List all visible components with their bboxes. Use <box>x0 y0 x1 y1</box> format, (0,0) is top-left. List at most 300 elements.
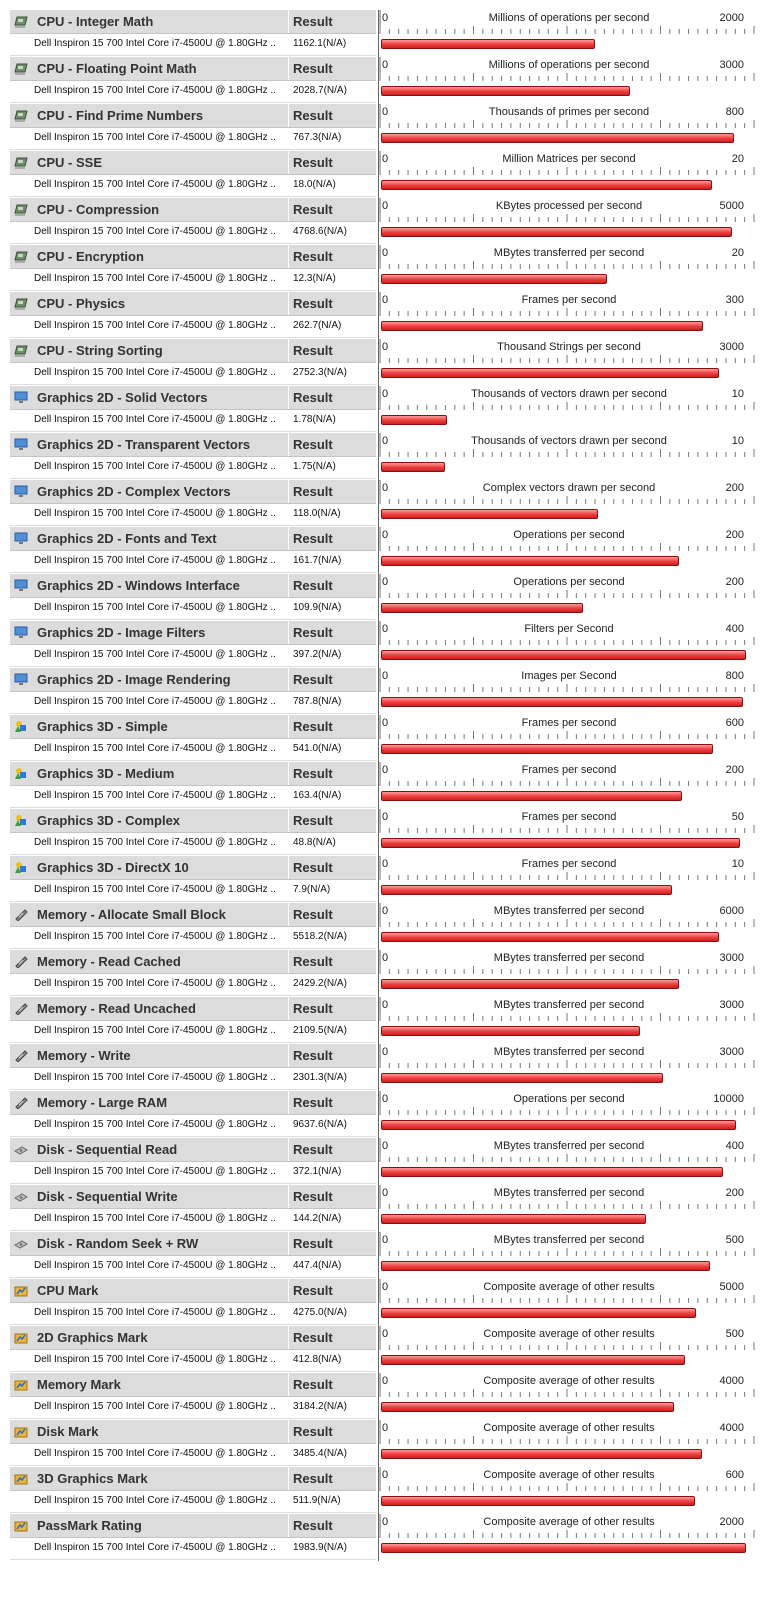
result-value: 2028.7(N/A) <box>293 85 347 96</box>
test-name: Graphics 3D - Simple <box>37 719 168 734</box>
result-value: 1.78(N/A) <box>293 414 336 425</box>
benchmark-test <box>10 1138 776 1185</box>
cpu-chip-icon <box>14 15 28 28</box>
test-header <box>10 621 376 645</box>
result-row <box>10 833 376 855</box>
test-header <box>10 668 376 692</box>
cpu-name: Dell Inspiron 15 700 Intel Core i7-4500U @ 1.80GHz .. <box>34 555 276 566</box>
result-header: Result <box>293 1424 333 1439</box>
axis-min-label: 0 <box>382 1187 389 1199</box>
test-name: CPU - Floating Point Math <box>37 61 197 76</box>
result-row <box>10 269 376 291</box>
test-name: CPU - Integer Math <box>37 14 154 29</box>
axis-scale <box>379 1326 755 1350</box>
benchmark-results <box>10 10 776 1561</box>
test-header <box>10 1279 376 1303</box>
axis-scale <box>379 292 755 316</box>
result-header: Result <box>293 1189 333 1204</box>
axis-max-label: 2000 <box>719 12 744 24</box>
mark-folder-icon <box>14 1284 28 1297</box>
axis-unit-label: Complex vectors drawn per second <box>482 482 656 494</box>
result-bar <box>381 321 703 331</box>
test-name: 2D Graphics Mark <box>37 1330 148 1345</box>
result-row <box>10 1021 376 1043</box>
axis-scale <box>379 245 755 269</box>
result-header: Result <box>293 578 333 593</box>
result-value: 48.8(N/A) <box>293 837 336 848</box>
monitor-icon <box>14 626 28 639</box>
cpu-name: Dell Inspiron 15 700 Intel Core i7-4500U @ 1.80GHz .. <box>34 931 276 942</box>
benchmark-test <box>10 715 776 762</box>
axis-unit-label: Composite average of other results <box>483 1422 655 1434</box>
test-name: PassMark Rating <box>37 1518 142 1533</box>
result-row <box>10 551 376 573</box>
axis-min-label: 0 <box>382 811 389 823</box>
result-value: 163.4(N/A) <box>293 790 342 801</box>
test-name: CPU - SSE <box>37 155 103 170</box>
benchmark-test <box>10 10 776 57</box>
axis-max-label: 10 <box>731 388 744 400</box>
axis-scale <box>379 198 755 222</box>
test-header <box>10 903 376 927</box>
result-header: Result <box>293 1518 333 1533</box>
result-bar <box>381 1543 746 1553</box>
benchmark-test <box>10 1373 776 1420</box>
result-header: Result <box>293 1142 333 1157</box>
result-header: Result <box>293 531 333 546</box>
benchmark-test <box>10 762 776 809</box>
memory-stick-icon <box>14 955 28 968</box>
test-name: CPU - Physics <box>37 296 126 311</box>
result-bar <box>381 1355 685 1365</box>
result-header: Result <box>293 155 333 170</box>
axis-unit-label: KBytes processed per second <box>495 200 643 212</box>
axis-max-label: 200 <box>725 529 744 541</box>
axis-scale <box>379 1420 755 1444</box>
shapes-3d-icon <box>14 720 28 733</box>
result-bar <box>381 462 445 472</box>
result-header: Result <box>293 1330 333 1345</box>
axis-unit-label: Thousands of vectors drawn per second <box>471 435 667 447</box>
test-header <box>10 1467 376 1491</box>
result-row <box>10 598 376 620</box>
result-row <box>10 504 376 526</box>
axis-max-label: 50 <box>731 811 744 823</box>
axis-scale <box>379 856 755 880</box>
axis-max-label: 500 <box>725 1234 744 1246</box>
result-value: 2752.3(N/A) <box>293 367 347 378</box>
shapes-3d-icon <box>14 861 28 874</box>
axis-min-label: 0 <box>382 1093 389 1105</box>
axis-unit-label: MBytes transferred per second <box>493 247 645 259</box>
result-value: 447.4(N/A) <box>293 1260 342 1271</box>
result-value: 412.8(N/A) <box>293 1354 342 1365</box>
result-header: Result <box>293 343 333 358</box>
cpu-name: Dell Inspiron 15 700 Intel Core i7-4500U @ 1.80GHz .. <box>34 602 276 613</box>
benchmark-test <box>10 292 776 339</box>
test-name: 3D Graphics Mark <box>37 1471 148 1486</box>
test-header <box>10 1326 376 1350</box>
test-name: Graphics 3D - DirectX 10 <box>37 860 189 875</box>
axis-min-label: 0 <box>382 1516 389 1528</box>
result-row <box>10 645 376 667</box>
axis-max-label: 20 <box>731 153 744 165</box>
axis-min-label: 0 <box>382 200 389 212</box>
result-bar <box>381 838 740 848</box>
result-value: 511.9(N/A) <box>293 1495 341 1506</box>
result-value: 2301.3(N/A) <box>293 1072 347 1083</box>
benchmark-test <box>10 151 776 198</box>
result-bar <box>381 932 719 942</box>
axis-min-label: 0 <box>382 764 389 776</box>
axis-unit-label: Operations per second <box>513 1093 625 1105</box>
shapes-3d-icon <box>14 814 28 827</box>
axis-max-label: 500 <box>725 1328 744 1340</box>
axis-scale <box>379 668 755 692</box>
result-header: Result <box>293 249 333 264</box>
cpu-chip-icon <box>14 156 28 169</box>
result-value: 109.9(N/A) <box>293 602 342 613</box>
benchmark-test <box>10 668 776 715</box>
cpu-name: Dell Inspiron 15 700 Intel Core i7-4500U @ 1.80GHz .. <box>34 1166 276 1177</box>
axis-max-label: 200 <box>725 1187 744 1199</box>
test-name: Graphics 2D - Image Rendering <box>37 672 231 687</box>
axis-max-label: 3000 <box>719 341 744 353</box>
result-value: 1162.1(N/A) <box>293 38 347 49</box>
axis-unit-label: MBytes transferred per second <box>493 1046 645 1058</box>
result-row <box>10 786 376 808</box>
axis-min-label: 0 <box>382 623 389 635</box>
test-header <box>10 1185 376 1209</box>
result-header: Result <box>293 1471 333 1486</box>
axis-unit-label: Operations per second <box>513 529 625 541</box>
result-bar <box>381 979 679 989</box>
result-row <box>10 880 376 902</box>
axis-min-label: 0 <box>382 905 389 917</box>
axis-min-label: 0 <box>382 482 389 494</box>
test-header <box>10 433 376 457</box>
axis-scale <box>379 10 755 34</box>
cpu-name: Dell Inspiron 15 700 Intel Core i7-4500U @ 1.80GHz .. <box>34 1072 276 1083</box>
result-bar <box>381 1073 663 1083</box>
result-bar <box>381 133 734 143</box>
test-name: Disk - Random Seek + RW <box>37 1236 199 1251</box>
cpu-name: Dell Inspiron 15 700 Intel Core i7-4500U @ 1.80GHz .. <box>34 1495 276 1506</box>
axis-unit-label: MBytes transferred per second <box>493 1187 645 1199</box>
test-header <box>10 856 376 880</box>
benchmark-test <box>10 1467 776 1514</box>
cpu-name: Dell Inspiron 15 700 Intel Core i7-4500U @ 1.80GHz .. <box>34 1448 276 1459</box>
result-value: 118.0(N/A) <box>293 508 341 519</box>
benchmark-test <box>10 1514 776 1561</box>
axis-min-label: 0 <box>382 12 389 24</box>
test-name: Memory - Write <box>37 1048 131 1063</box>
axis-scale <box>379 1138 755 1162</box>
disk-drive-icon <box>14 1237 28 1250</box>
cpu-chip-icon <box>14 250 28 263</box>
result-value: 2109.5(N/A) <box>293 1025 347 1036</box>
benchmark-test <box>10 1044 776 1091</box>
axis-scale <box>379 1091 755 1115</box>
axis-min-label: 0 <box>382 858 389 870</box>
memory-stick-icon <box>14 1049 28 1062</box>
result-value: 1983.9(N/A) <box>293 1542 347 1553</box>
axis-min-label: 0 <box>382 435 389 447</box>
axis-max-label: 600 <box>725 717 744 729</box>
cpu-name: Dell Inspiron 15 700 Intel Core i7-4500U @ 1.80GHz .. <box>34 1119 276 1130</box>
axis-unit-label: MBytes transferred per second <box>493 952 645 964</box>
result-bar <box>381 885 672 895</box>
result-bar <box>381 368 719 378</box>
axis-unit-label: Frames per second <box>521 811 617 823</box>
result-bar <box>381 86 630 96</box>
axis-min-label: 0 <box>382 294 389 306</box>
result-bar <box>381 1308 696 1318</box>
result-bar <box>381 1214 646 1224</box>
result-header: Result <box>293 296 333 311</box>
axis-scale <box>379 1185 755 1209</box>
axis-max-label: 3000 <box>719 1046 744 1058</box>
axis-unit-label: Frames per second <box>521 858 617 870</box>
cpu-chip-icon <box>14 62 28 75</box>
axis-min-label: 0 <box>382 1375 389 1387</box>
cpu-name: Dell Inspiron 15 700 Intel Core i7-4500U @ 1.80GHz .. <box>34 1307 276 1318</box>
axis-scale <box>379 1279 755 1303</box>
cpu-name: Dell Inspiron 15 700 Intel Core i7-4500U @ 1.80GHz .. <box>34 1354 276 1365</box>
result-bar <box>381 1496 695 1506</box>
result-row <box>10 1491 376 1513</box>
axis-max-label: 5000 <box>719 1281 744 1293</box>
result-value: 3184.2(N/A) <box>293 1401 347 1412</box>
result-header: Result <box>293 1377 333 1392</box>
benchmark-test <box>10 245 776 292</box>
axis-min-label: 0 <box>382 1422 389 1434</box>
mark-folder-icon <box>14 1425 28 1438</box>
benchmark-test <box>10 104 776 151</box>
axis-min-label: 0 <box>382 1140 389 1152</box>
result-header: Result <box>293 1095 333 1110</box>
result-header: Result <box>293 484 333 499</box>
mark-folder-icon <box>14 1378 28 1391</box>
cpu-name: Dell Inspiron 15 700 Intel Core i7-4500U @ 1.80GHz .. <box>34 38 276 49</box>
test-name: CPU - Compression <box>37 202 160 217</box>
benchmark-test <box>10 1279 776 1326</box>
test-header <box>10 997 376 1021</box>
axis-unit-label: Millions of operations per second <box>488 59 650 71</box>
axis-unit-label: MBytes transferred per second <box>493 905 645 917</box>
test-header <box>10 809 376 833</box>
axis-unit-label: Images per Second <box>521 670 617 682</box>
axis-min-label: 0 <box>382 247 389 259</box>
benchmark-test <box>10 1232 776 1279</box>
cpu-chip-icon <box>14 297 28 310</box>
result-row <box>10 34 376 56</box>
axis-min-label: 0 <box>382 1234 389 1246</box>
result-row <box>10 1350 376 1372</box>
benchmark-test <box>10 950 776 997</box>
axis-scale <box>379 527 755 551</box>
result-row <box>10 1256 376 1278</box>
cpu-name: Dell Inspiron 15 700 Intel Core i7-4500U @ 1.80GHz .. <box>34 461 276 472</box>
result-value: 3485.4(N/A) <box>293 1448 347 1459</box>
axis-scale <box>379 950 755 974</box>
axis-max-label: 200 <box>725 482 744 494</box>
result-value: 787.8(N/A) <box>293 696 342 707</box>
benchmark-test <box>10 1185 776 1232</box>
result-bar <box>381 697 743 707</box>
axis-min-label: 0 <box>382 1469 389 1481</box>
result-value: 4275.0(N/A) <box>293 1307 347 1318</box>
memory-stick-icon <box>14 908 28 921</box>
result-header: Result <box>293 813 333 828</box>
test-header <box>10 339 376 363</box>
cpu-name: Dell Inspiron 15 700 Intel Core i7-4500U @ 1.80GHz .. <box>34 649 276 660</box>
test-header <box>10 1420 376 1444</box>
benchmark-test <box>10 57 776 104</box>
axis-min-label: 0 <box>382 153 389 165</box>
test-name: Disk Mark <box>37 1424 99 1439</box>
monitor-icon <box>14 438 28 451</box>
result-row <box>10 1068 376 1090</box>
disk-drive-icon <box>14 1190 28 1203</box>
axis-max-label: 10 <box>731 435 744 447</box>
memory-stick-icon <box>14 1096 28 1109</box>
axis-unit-label: Composite average of other results <box>483 1281 655 1293</box>
result-bar <box>381 274 607 284</box>
benchmark-test <box>10 997 776 1044</box>
axis-max-label: 300 <box>725 294 744 306</box>
axis-unit-label: Millions of operations per second <box>488 12 650 24</box>
result-bar <box>381 1261 710 1271</box>
result-row <box>10 222 376 244</box>
result-row <box>10 692 376 714</box>
result-value: 397.2(N/A) <box>293 649 342 660</box>
result-bar <box>381 1167 723 1177</box>
mark-folder-icon <box>14 1519 28 1532</box>
axis-unit-label: Filters per Second <box>524 623 614 635</box>
axis-max-label: 800 <box>725 670 744 682</box>
result-value: 2429.2(N/A) <box>293 978 347 989</box>
axis-unit-label: Million Matrices per second <box>502 153 636 165</box>
benchmark-test <box>10 1420 776 1467</box>
axis-unit-label: Thousands of vectors drawn per second <box>471 388 667 400</box>
axis-max-label: 800 <box>725 106 744 118</box>
cpu-name: Dell Inspiron 15 700 Intel Core i7-4500U @ 1.80GHz .. <box>34 132 276 143</box>
result-bar <box>381 650 746 660</box>
result-row <box>10 1115 376 1137</box>
axis-min-label: 0 <box>382 1328 389 1340</box>
axis-scale <box>379 433 755 457</box>
test-name: Graphics 2D - Transparent Vectors <box>37 437 251 452</box>
result-header: Result <box>293 1048 333 1063</box>
axis-min-label: 0 <box>382 1281 389 1293</box>
axis-unit-label: Thousands of primes per second <box>488 106 650 118</box>
result-bar <box>381 791 682 801</box>
axis-unit-label: Frames per second <box>521 717 617 729</box>
disk-drive-icon <box>14 1143 28 1156</box>
cpu-chip-icon <box>14 203 28 216</box>
cpu-name: Dell Inspiron 15 700 Intel Core i7-4500U @ 1.80GHz .. <box>34 226 276 237</box>
monitor-icon <box>14 673 28 686</box>
test-name: Graphics 2D - Image Filters <box>37 625 206 640</box>
test-header <box>10 480 376 504</box>
result-row <box>10 1397 376 1419</box>
result-header: Result <box>293 907 333 922</box>
mark-folder-icon <box>14 1331 28 1344</box>
result-bar <box>381 1026 640 1036</box>
result-header: Result <box>293 14 333 29</box>
result-header: Result <box>293 1236 333 1251</box>
test-name: Memory - Large RAM <box>37 1095 168 1110</box>
result-header: Result <box>293 719 333 734</box>
result-row <box>10 1538 376 1560</box>
result-header: Result <box>293 1001 333 1016</box>
cpu-name: Dell Inspiron 15 700 Intel Core i7-4500U @ 1.80GHz .. <box>34 1025 276 1036</box>
test-header <box>10 10 376 34</box>
mark-folder-icon <box>14 1472 28 1485</box>
result-value: 262.7(N/A) <box>293 320 342 331</box>
axis-scale <box>379 1373 755 1397</box>
test-header <box>10 527 376 551</box>
result-bar <box>381 227 732 237</box>
monitor-icon <box>14 579 28 592</box>
result-value: 767.3(N/A) <box>293 132 342 143</box>
monitor-icon <box>14 391 28 404</box>
test-header <box>10 151 376 175</box>
result-bar <box>381 556 679 566</box>
axis-scale <box>379 386 755 410</box>
axis-unit-label: Composite average of other results <box>483 1516 655 1528</box>
cpu-name: Dell Inspiron 15 700 Intel Core i7-4500U @ 1.80GHz .. <box>34 273 276 284</box>
benchmark-test <box>10 621 776 668</box>
axis-max-label: 400 <box>725 623 744 635</box>
benchmark-test <box>10 856 776 903</box>
test-name: Graphics 2D - Solid Vectors <box>37 390 208 405</box>
benchmark-test <box>10 574 776 621</box>
monitor-icon <box>14 485 28 498</box>
axis-unit-label: Thousand Strings per second <box>497 341 641 353</box>
result-bar <box>381 180 712 190</box>
result-row <box>10 175 376 197</box>
benchmark-test <box>10 1091 776 1138</box>
result-header: Result <box>293 108 333 123</box>
result-header: Result <box>293 860 333 875</box>
monitor-icon <box>14 532 28 545</box>
result-row <box>10 457 376 479</box>
axis-scale <box>379 762 755 786</box>
result-row <box>10 927 376 949</box>
test-header <box>10 386 376 410</box>
axis-unit-label: MBytes transferred per second <box>493 999 645 1011</box>
test-name: Memory - Read Cached <box>37 954 181 969</box>
axis-max-label: 10 <box>731 858 744 870</box>
axis-scale <box>379 1232 755 1256</box>
cpu-name: Dell Inspiron 15 700 Intel Core i7-4500U @ 1.80GHz .. <box>34 978 276 989</box>
axis-min-label: 0 <box>382 576 389 588</box>
cpu-chip-icon <box>14 109 28 122</box>
test-header <box>10 1044 376 1068</box>
axis-max-label: 400 <box>725 1140 744 1152</box>
axis-min-label: 0 <box>382 1046 389 1058</box>
axis-scale <box>379 339 755 363</box>
result-value: 1.75(N/A) <box>293 461 336 472</box>
result-header: Result <box>293 1283 333 1298</box>
axis-min-label: 0 <box>382 388 389 400</box>
test-name: CPU - Encryption <box>37 249 144 264</box>
test-name: CPU - Find Prime Numbers <box>37 108 204 123</box>
axis-max-label: 200 <box>725 764 744 776</box>
axis-unit-label: Operations per second <box>513 576 625 588</box>
